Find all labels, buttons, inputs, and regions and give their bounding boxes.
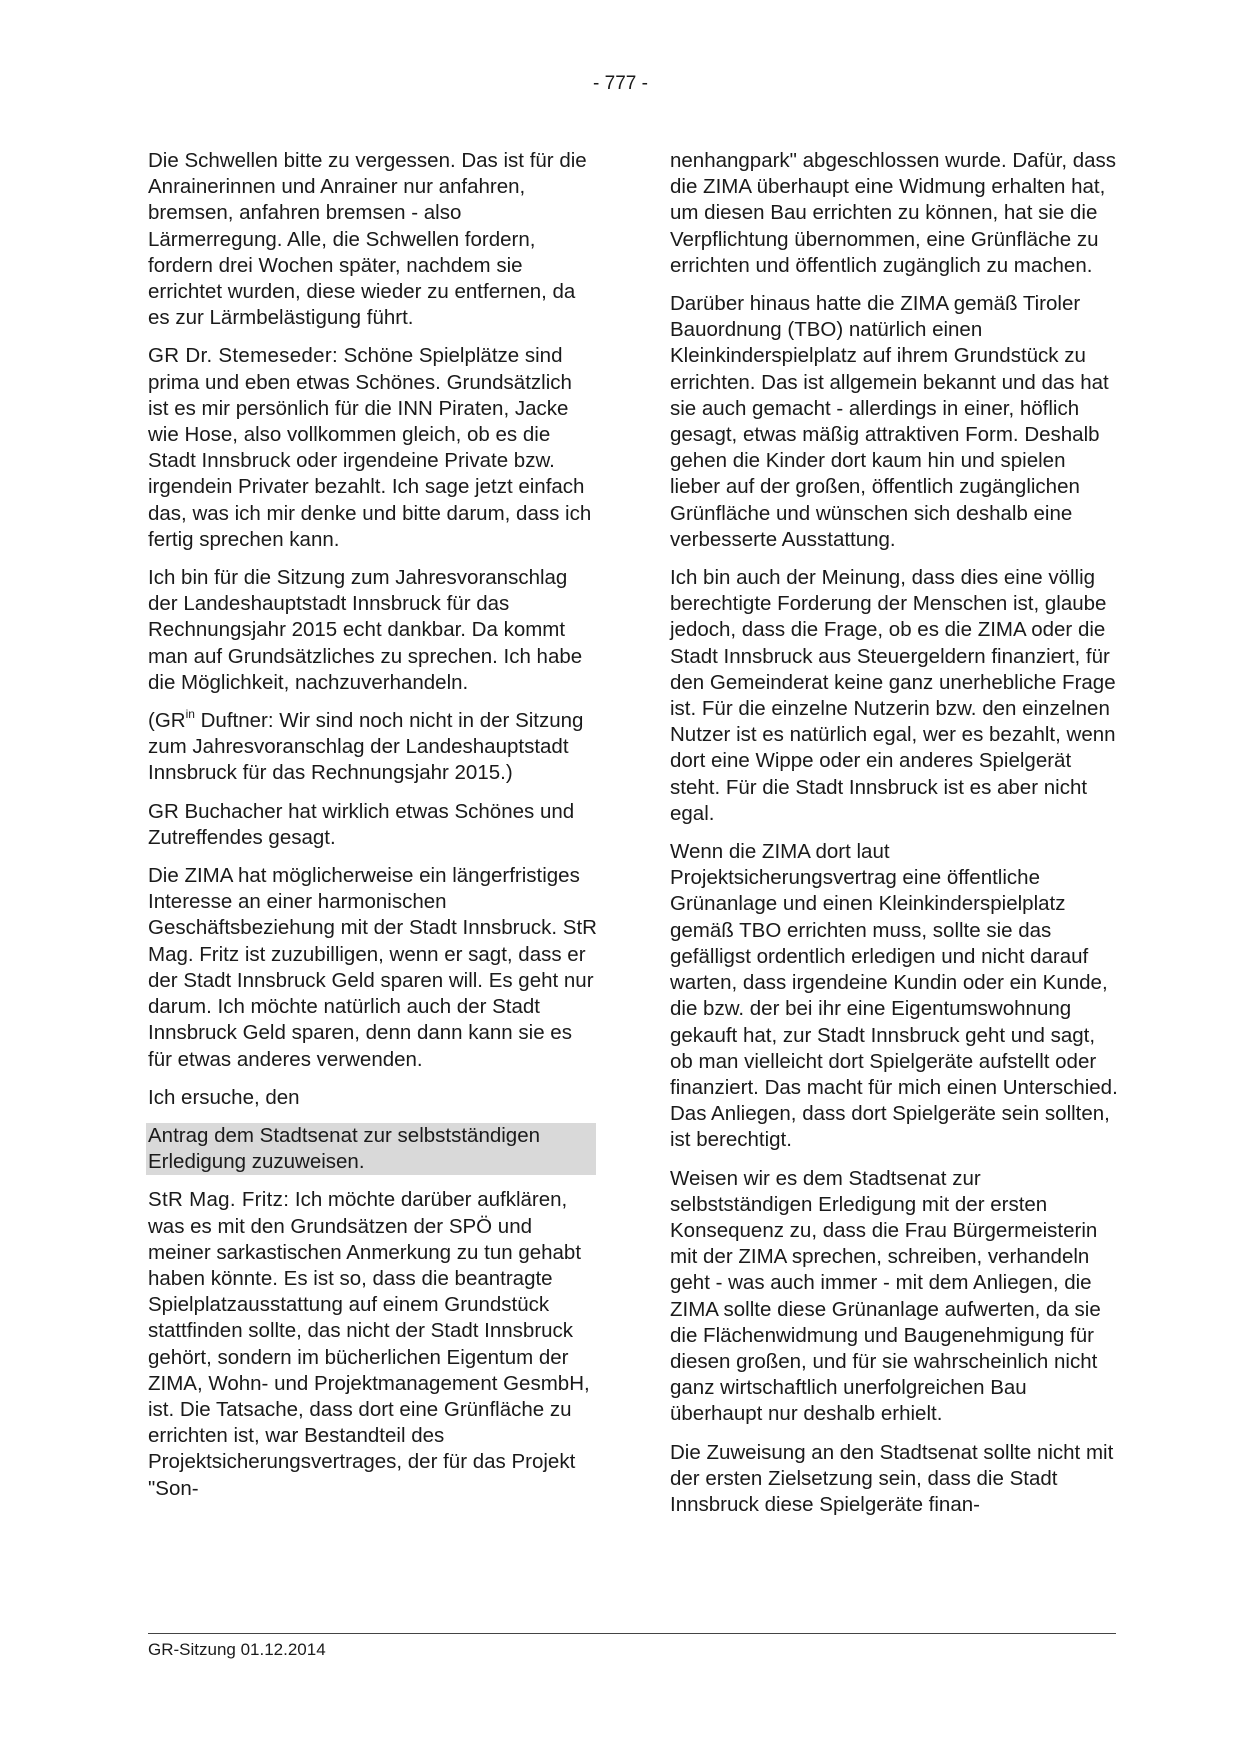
speech-text: Ich möchte darüber aufklären, was es mit den Grundsätzen der SPÖ und meiner sarkastischen Anmerkung zu tun gehabt haben könnte. Es ist so, dass die beantragte Spielplatzausstattung auf einem Grundstück stattfinden sollte, das nicht der Stadt Innsbruck gehört, sondern im bücherlichen Eigentum der ZIMA, Wohn- und Projektmanagement GesmbH, ist. Die Tatsache, dass dort eine Grünfläche zu errichten ist, war Bestandteil des Projektsicherungsvertrages, der für das Projekt "Son-	[148, 1188, 590, 1500]
paragraph	[148, 1187, 598, 1501]
paragraph: Die ZIMA hat möglicherweise ein längerfristiges Interesse an einer harmonischen Geschäftsbeziehung mit der Stadt Innsbruck. StR Mag. Fritz ist zuzubilligen, wenn er sagt, dass er der Stadt Innsbruck Geld sparen will. Es geht nur darum. Ich möchte natürlich auch der Stadt Innsbruck Geld sparen, denn dann kann sie es für etwas anderes verwenden.	[148, 864, 597, 1071]
paragraph: Weisen wir es dem Stadtsenat zur selbstständigen Erledigung mit der ersten Konsequenz zu, dass die Frau Bürgermeisterin mit der ZIMA sprechen, schreiben, verhandeln geht - was auch immer - mit dem Anliegen, die ZIMA sollte diese Grünanlage aufwerten, da sie die Flächenwidmung und Baugenehmigung für diesen großen, und für sie wahrscheinlich nicht ganz wirtschaftlich unerfolgreichen Bau überhaupt nur deshalb erhielt.	[670, 1166, 1101, 1426]
footer-session-date: GR-Sitzung 01.12.2014	[148, 1640, 326, 1659]
speaker-name: GR Dr. Stemeseder:	[148, 344, 338, 368]
paragraph: Ich bin auch der Meinung, dass dies eine völlig berechtigte Forderung der Menschen ist, glaube jedoch, dass die Frage, ob es die ZIMA oder die Stadt Innsbruck aus Steuergeldern finanziert, für den Gemeinderat keine ganz unerhebliche Frage ist. Für die einzelne Nutzerin bzw. den einzelnen Nutzer ist es natürlich egal, wer es bezahlt, wenn dort eine Wippe oder ein anderes Spielgerät steht. Für die Stadt Innsbruck ist es aber nicht egal.	[670, 566, 1116, 825]
left-column	[148, 148, 598, 1514]
paragraph	[148, 343, 598, 553]
paragraph: nenhangpark" abgeschlossen wurde. Dafür, dass die ZIMA überhaupt eine Widmung erhalten hat, um diesen Bau errichten zu können, hat sie die Verpflichtung übernommen, eine Grünfläche zu errichten und öffentlich zugänglich zu machen.	[670, 149, 1117, 277]
paragraph: Ich ersuche, den	[148, 1085, 300, 1109]
footer-divider	[148, 1633, 1116, 1634]
page-number: - 777 -	[593, 73, 648, 94]
paragraph: Darüber hinaus hatte die ZIMA gemäß Tiroler Bauordnung (TBO) natürlich einen Kleinkinderspielplatz auf ihrem Grundstück zu errichten. Das ist allgemein bekannt und das hat sie auch gemacht - allerdings in einer, höflich gesagt, etwas mäßig attraktiven Form. Deshalb gehen die Kinder dort kaum hin und spielen lieber auf der großen, öffentlich zugänglichen Grünfläche und wünschen sich deshalb eine verbesserte Ausstattung.	[670, 292, 1109, 551]
superscript: in	[185, 707, 195, 722]
interjection-speaker: (GR	[148, 709, 186, 733]
interjection	[148, 708, 598, 787]
highlighted-motion: Antrag dem Stadtsenat zur selbstständigen Erledigung zuzuweisen.	[146, 1123, 596, 1175]
right-column	[670, 148, 1120, 1530]
speaker-name: StR Mag. Fritz:	[148, 1188, 290, 1212]
paragraph: Ich bin für die Sitzung zum Jahresvoranschlag der Landeshauptstadt Innsbruck für das Rechnungsjahr 2015 echt dankbar. Da kommt man auf Grundsätzliches zu sprechen. Ich habe die Möglichkeit, nachzuverhandeln.	[148, 566, 583, 694]
paragraph: Wenn die ZIMA dort laut Projektsicherungsvertrag eine öffentliche Grünanlage und einen Kleinkinderspielplatz gemäß TBO errichten muss, sollte sie das gefälligst ordentlich erledigen und nicht darauf warten, dass irgendeine Kundin oder ein Kunde, die bzw. der bei ihr eine Eigentumswohnung gekauft hat, zur Stadt Innsbruck geht und sagt, ob man vielleicht dort Spielgeräte aufstellt oder finanziert. Das macht für mich einen Unterschied. Das Anliegen, dass dort Spielgeräte sein sollten, ist berechtigt.	[670, 840, 1118, 1152]
speech-text: Schöne Spielplätze sind prima und eben etwas Schönes. Grundsätzlich ist es mir persönlich für die INN Piraten, Jacke wie Hose, also vollkommen gleich, ob es die Stadt Innsbruck oder irgendeine Private bzw. irgendein Privater bezahlt. Ich sage jetzt einfach das, was ich mir denke und bitte darum, dass ich fertig sprechen kann.	[148, 344, 592, 551]
paragraph: GR Buchacher hat wirklich etwas Schönes und Zutreffendes gesagt.	[148, 799, 575, 849]
paragraph: Die Zuweisung an den Stadtsenat sollte nicht mit der ersten Zielsetzung sein, dass die Stadt Innsbruck diese Spielgeräte finan-	[670, 1440, 1114, 1516]
interjection-text: Duftner: Wir sind noch nicht in der Sitzung zum Jahresvoranschlag der Landeshauptstadt Innsbruck für das Rechnungsjahr 2015.)	[148, 709, 584, 785]
paragraph: Die Schwellen bitte zu vergessen. Das ist für die Anrainerinnen und Anrainer nur anfahren, bremsen, anfahren bremsen - also Lärmerregung. Alle, die Schwellen fordern, fordern drei Wochen später, nachdem sie errichtet wurden, diese wieder zu entfernen, da es zur Lärmbelästigung führt.	[148, 149, 587, 330]
